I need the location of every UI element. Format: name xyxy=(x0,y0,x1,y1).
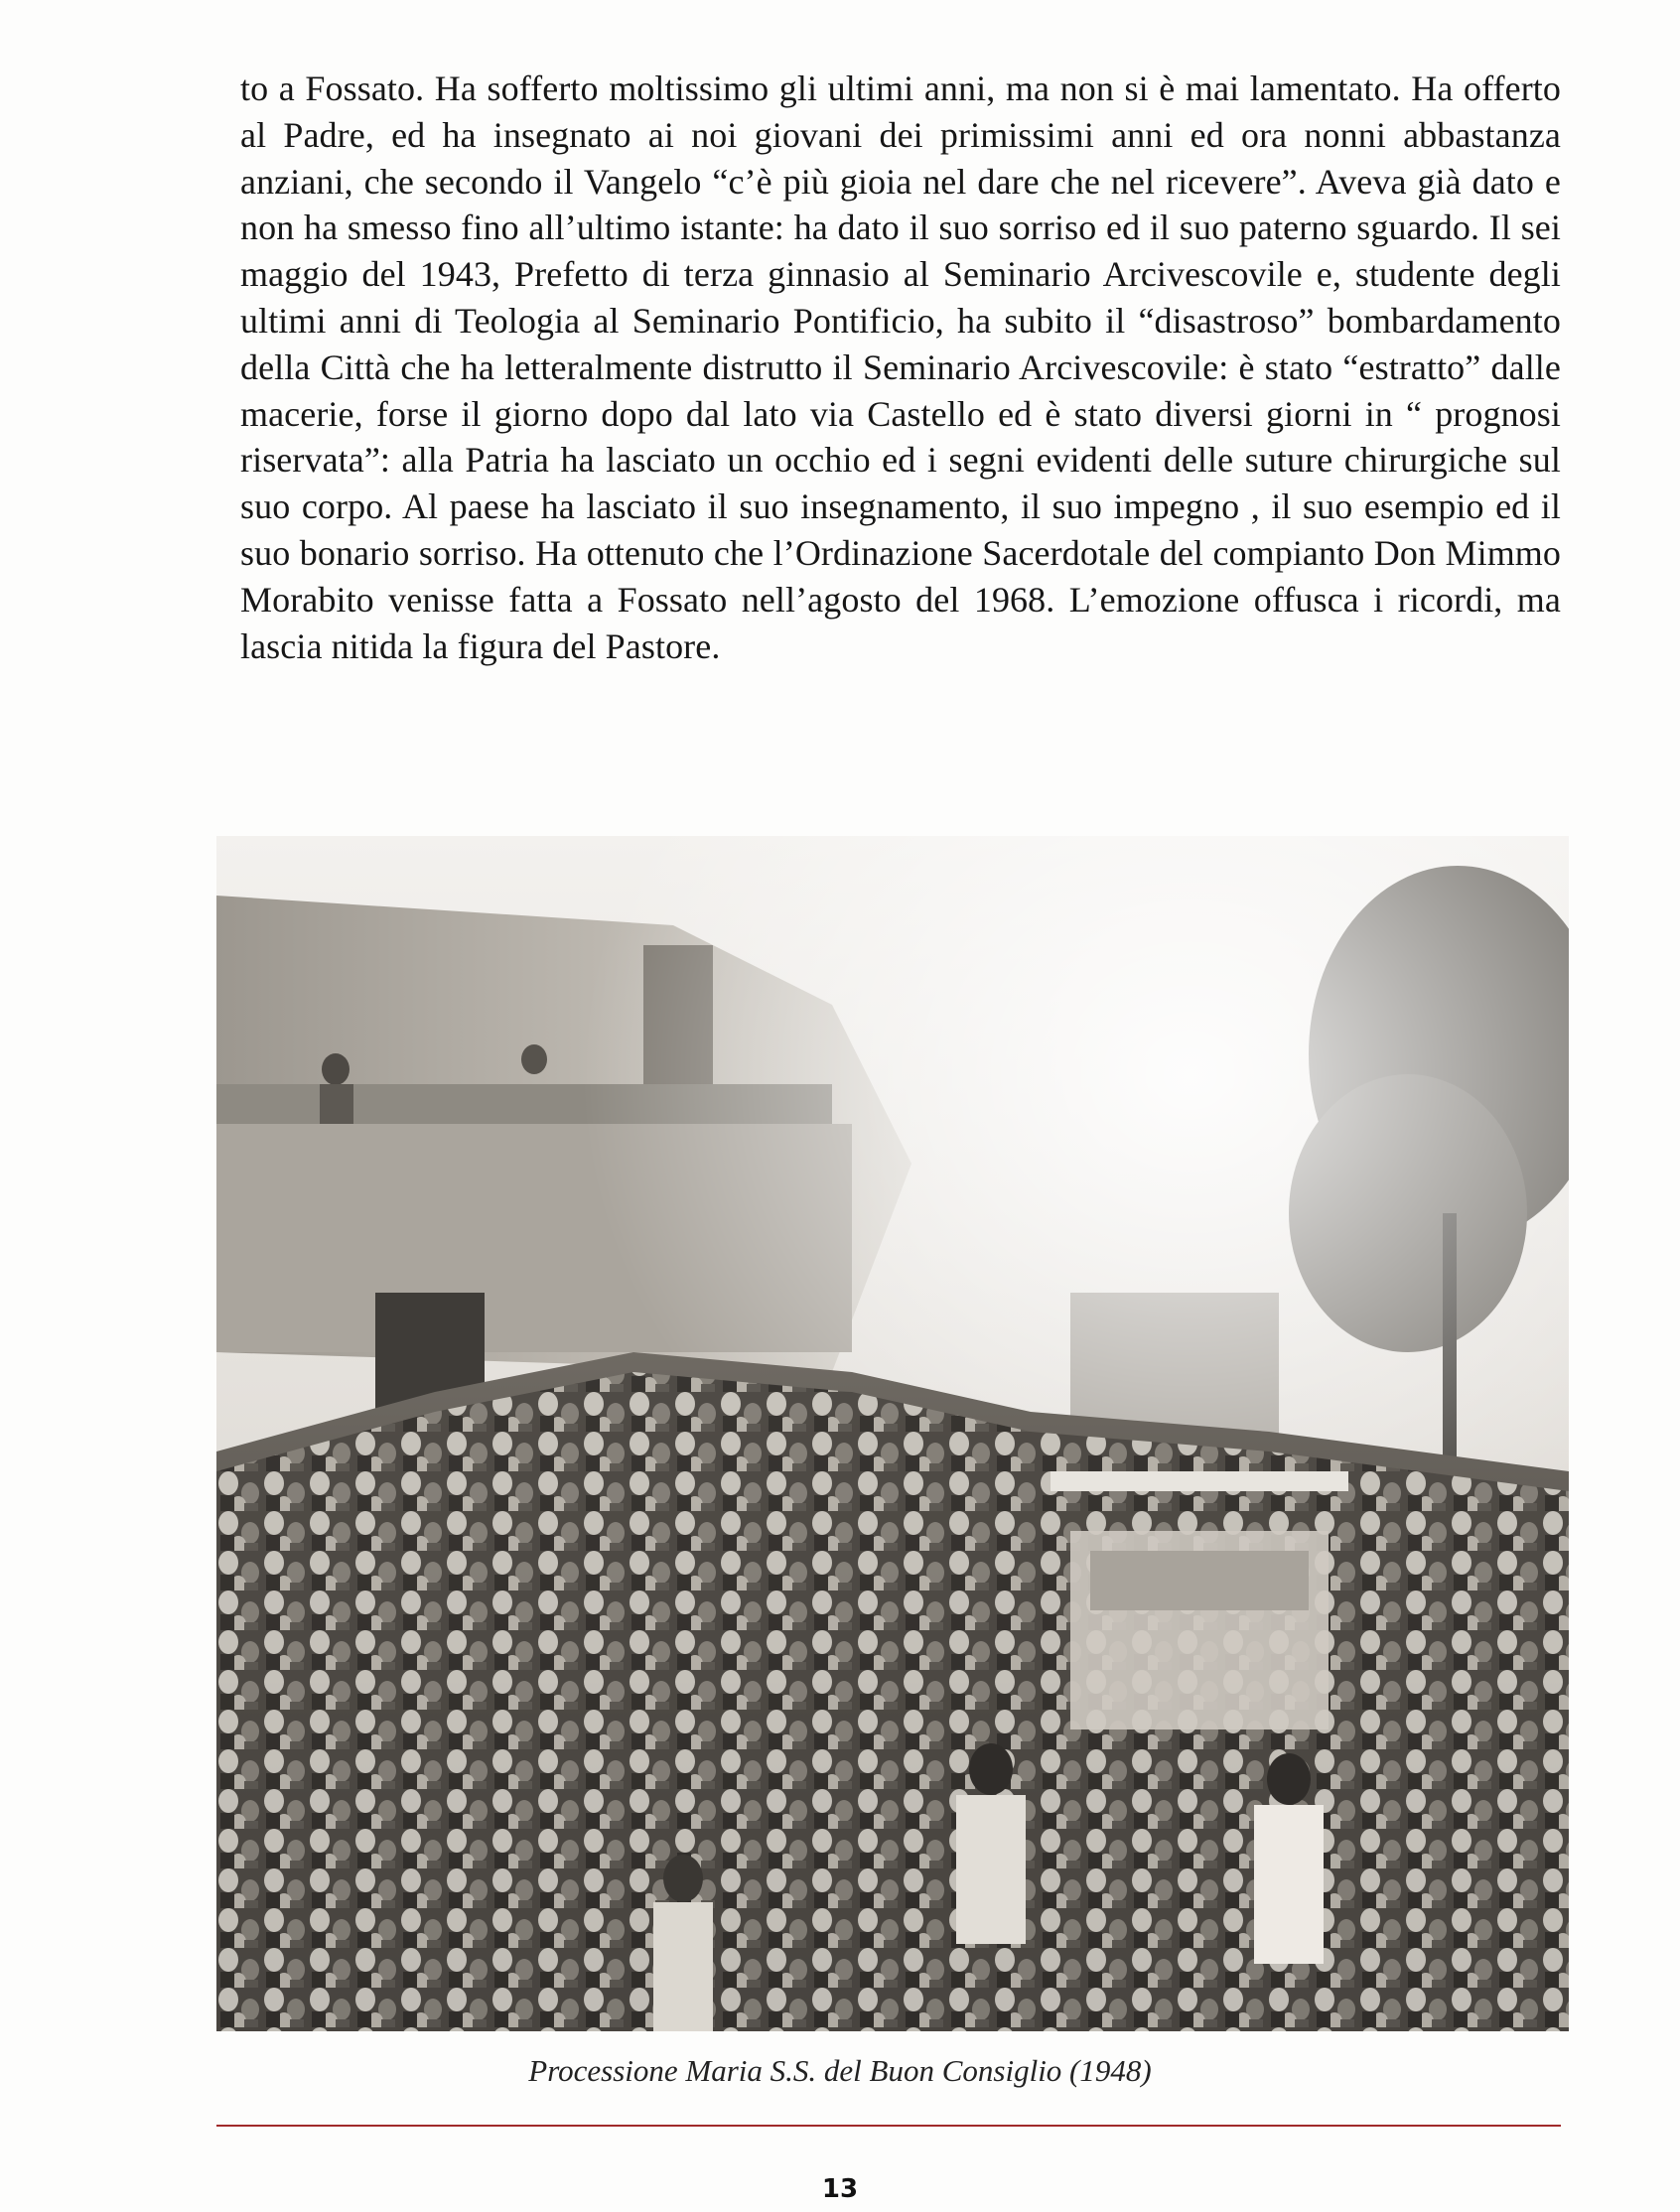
page-number: 13 xyxy=(821,2174,859,2204)
photo-image xyxy=(216,836,1569,2031)
body-paragraph: to a Fossato. Ha sofferto moltissimo gli ultimi anni, ma non si è mai lamentato. Ha offerto al Padre, ed ha insegnato ai noi giovani dei primissimi anni ed ora nonni abbastanza anziani, che secondo il Vangelo “c’è più gioia nel dare che nel ricevere”. Aveva già dato e non ha smesso fino all’ultimo istante: ha dato il suo sorriso ed il suo paterno sguardo. Il sei maggio del 1943, Prefetto di terza ginnasio al Seminario Arcivescovile e, studente degli ultimi anni di Teologia al Seminario Pontificio, ha subito il “disastroso” bombardamento della Città che ha letteralmente distrutto il Seminario Arcivescovile: è stato “estratto” dalle macerie, forse il giorno dopo dal lato via Castello ed è stato diversi giorni in “ prognosi riservata”: alla Patria ha lasciato un occhio ed i segni evidenti delle suture chirurgiche sul suo corpo. Al paese ha lasciato il suo insegnamento, il suo impegno , il suo esempio ed il suo bonario sorriso. Ha ottenuto che l’Ordinazione Sacerdotale del compianto Don Mimmo Morabito venisse fatta a Fossato nell’agosto del 1968. L’emozione offusca i ricordi, ma lascia nitida la figura del Pastore. xyxy=(240,69,1561,666)
photo-caption: Processione Maria S.S. del Buon Consiglio (1948) xyxy=(528,2053,1152,2088)
footer-rule xyxy=(216,2125,1561,2127)
procession-photo xyxy=(216,836,1569,2031)
